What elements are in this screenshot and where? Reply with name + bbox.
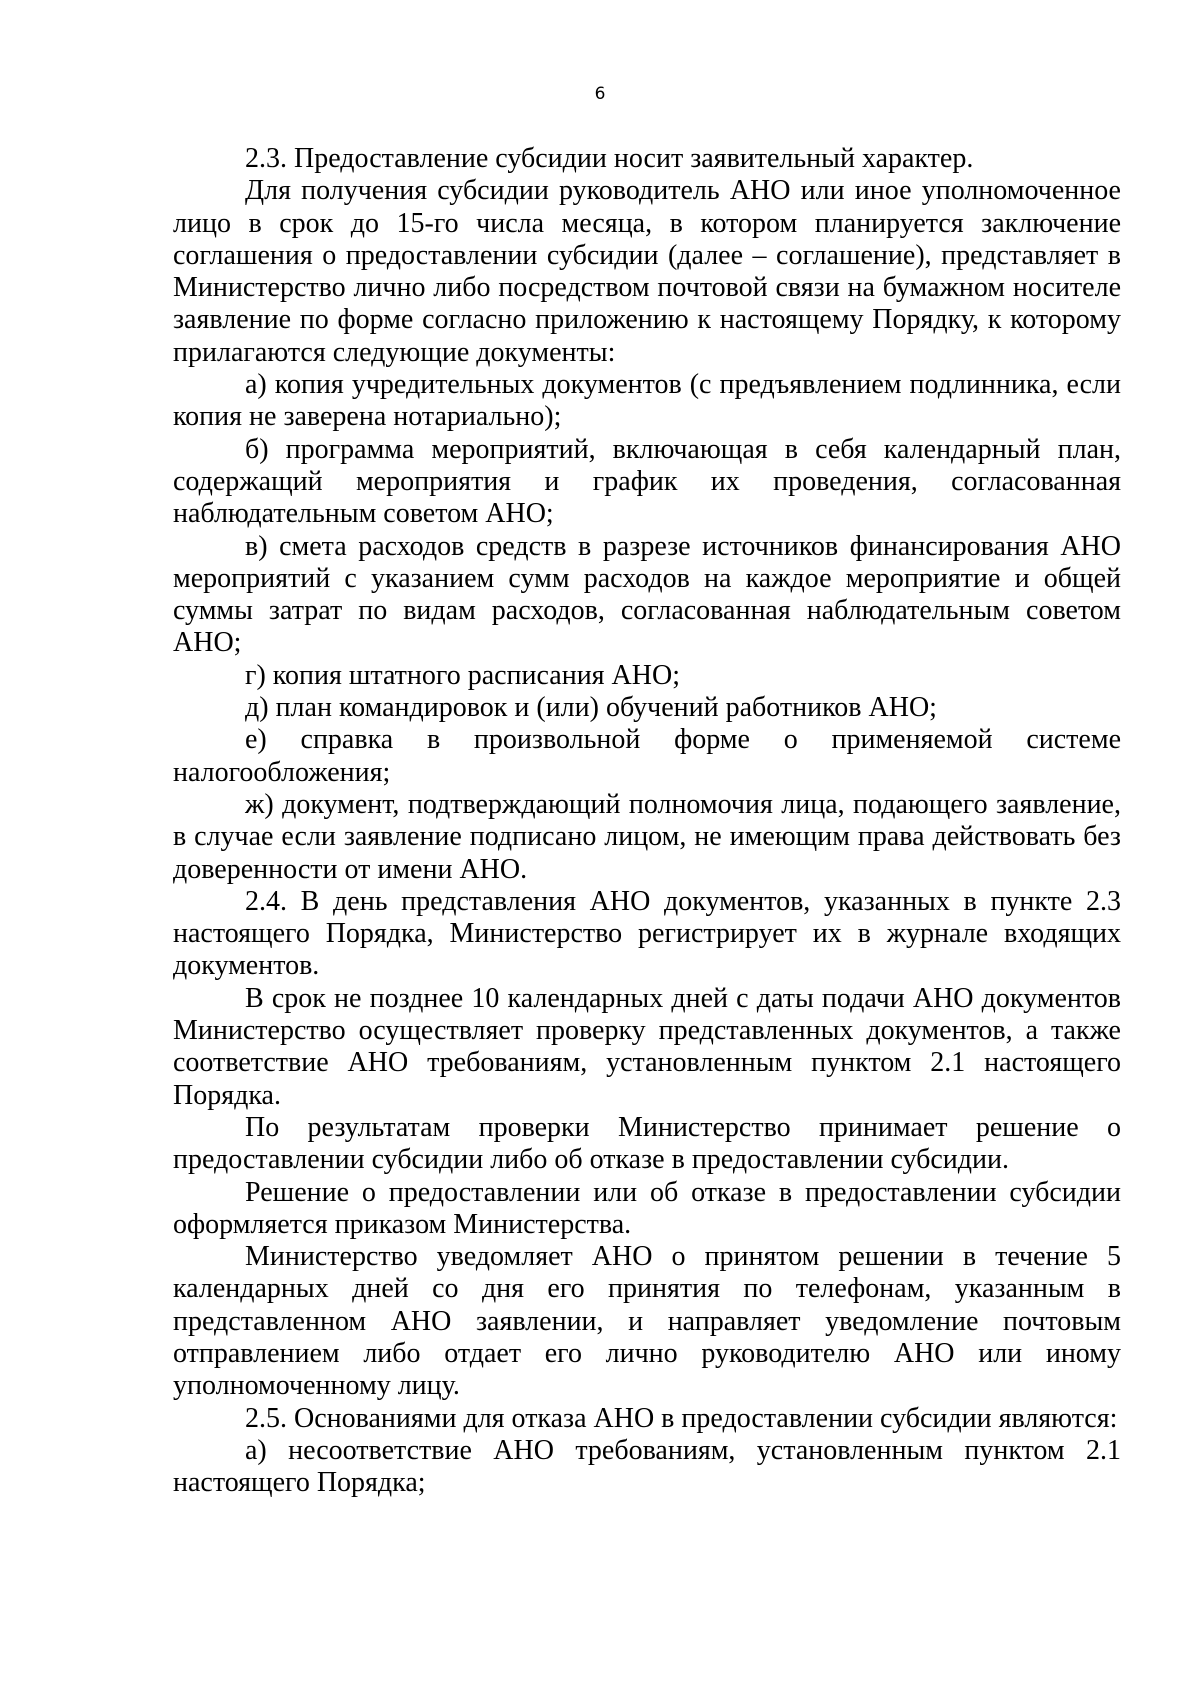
paragraph-review-result: По результатам проверки Министерство принимает решение о предоставлении субсидии либо об отказе в предоставлении субсидии.: [173, 1111, 1121, 1176]
paragraph-notification: Министерство уведомляет АНО о принятом решении в течение 5 календарных дней со дня его принятия по телефонам, указанным в представленном АНО заявлении, и направляет уведомление почтовым отправлением либо отдает его лично руководителю АНО или иному уполномоченному лицу.: [173, 1241, 1121, 1402]
paragraph-2-4: 2.4. В день представления АНО документов, указанных в пункте 2.3 настоящего Порядка, Министерство регистрирует их в журнале входящих документов.: [173, 885, 1121, 982]
list-item-a-noncompliance: а) несоответствие АНО требованиям, установленным пунктом 2.1 настоящего Порядка;: [173, 1434, 1121, 1499]
list-item-g-staff-schedule: г) копия штатного расписания АНО;: [245, 659, 680, 691]
paragraph-review-period: В срок не позднее 10 календарных дней с даты подачи АНО документов Министерство осуществляет проверку представленных документов, а также соответствие АНО требованиям, установленным пунктом 2.1 настоящего Порядка.: [173, 982, 1121, 1111]
paragraph-2-3: 2.3. Предоставление субсидии носит заявительный характер.: [245, 143, 974, 174]
page-number: 6: [594, 84, 606, 104]
list-item-zh-authority-document: ж) документ, подтверждающий полномочия лица, подающего заявление, в случае если заявление подписано лицом, не имеющим права действовать без доверенности от имени АНО.: [173, 788, 1121, 885]
paragraph-decision-order: Решение о предоставлении или об отказе в предоставлении субсидии оформляется приказом Министерства.: [173, 1176, 1121, 1240]
paragraph-application-procedure: Для получения субсидии руководитель АНО или иное уполномоченное лицо в срок до 15-го числа месяца, в котором планируется заключение соглашения о предоставлении субсидии (далее – соглашение), представляет в Министерство лично либо посредством почтовой связи на бумажном носителе заявление по форме согласно приложению к настоящему Порядку, к которому прилагаются следующие документы:: [173, 175, 1121, 368]
list-item-a-charter-copy: а) копия учредительных документов (с предъявлением подлинника, если копия не заверена нотариально);: [173, 369, 1121, 433]
list-item-e-tax-certificate: е) справка в произвольной форме о применяемой системе налогообложения;: [173, 724, 1121, 788]
document-body: [173, 143, 1121, 1499]
paragraph-2-5: 2.5. Основаниями для отказа АНО в предоставлении субсидии являются:: [245, 1402, 1118, 1434]
list-item-v-budget-estimate: в) смета расходов средств в разрезе источников финансирования АНО мероприятий с указанием сумм расходов на каждое мероприятие и общей суммы затрат по видам расходов, согласованная наблюдательным советом АНО;: [173, 530, 1121, 659]
list-item-b-program: б) программа мероприятий, включающая в себя календарный план, содержащий мероприятия и график их проведения, согласованная наблюдательным советом АНО;: [173, 433, 1121, 530]
list-item-d-travel-plan: д) план командировок и (или) обучений работников АНО;: [245, 692, 937, 724]
